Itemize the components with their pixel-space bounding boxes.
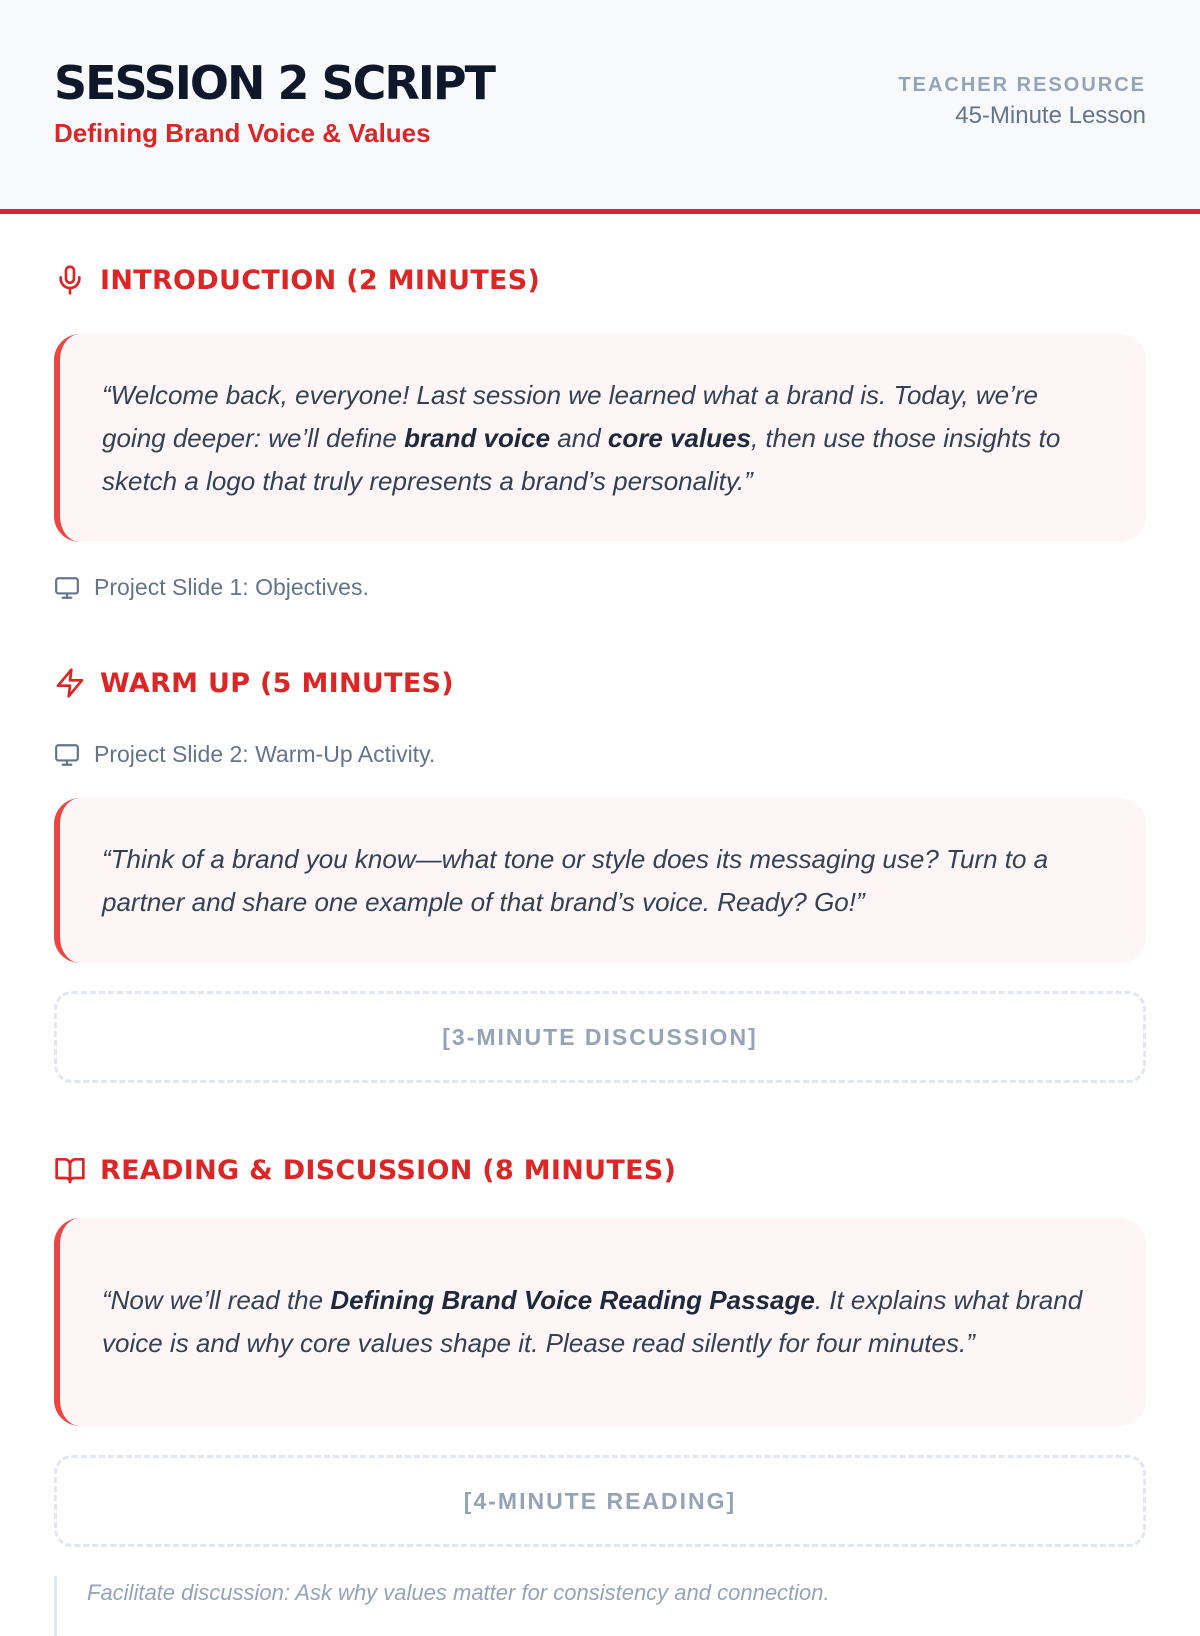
teacher-script-quote [54, 798, 1146, 963]
quote-text: “Now we’ll read the Defining Brand Voice Reading Passage. It explains what brand voice is and why core values shape it. Please read silently for four minutes.” [102, 1285, 1083, 1358]
section-heading-reading [54, 1153, 676, 1187]
slide-note-text: Project Slide 2: Warm-Up Activity. [94, 741, 436, 767]
quote-text: “Think of a brand you know—what tone or style does its messaging use? Turn to a partner and share one example of that brand’s voice. Ready? Go!” [102, 843, 1049, 917]
teacher-script-quote [54, 334, 1146, 542]
section-title: READING & DISCUSSION (8 MINUTES) [100, 1154, 677, 1186]
section-title: WARM UP (5 MINUTES) [100, 667, 454, 699]
page-header [0, 0, 1200, 214]
resource-label: TEACHER RESOURCE [898, 74, 1146, 96]
monitor-icon [54, 742, 80, 768]
lightning-icon [54, 667, 86, 699]
slide-note-text: Project Slide 1: Objectives. [94, 574, 369, 600]
facilitation-note: Facilitate discussion: Ask why values matter for consistency and connection. [54, 1576, 1146, 1636]
section-heading-introduction [54, 263, 540, 297]
microphone-icon [54, 264, 86, 296]
section-heading-warm-up [54, 666, 454, 700]
page-subtitle: Defining Brand Voice & Values [54, 118, 431, 148]
slide-note [54, 741, 435, 768]
timer-placeholder: [4-MINUTE READING] [54, 1455, 1146, 1547]
quote-text: “Welcome back, everyone! Last session we learned what a brand is. Today, we’re going deeper: we’ll define brand voice and core values, then use those insights to sketch a logo that truly represents a brand’s personality.” [102, 379, 1061, 496]
slide-note [54, 574, 369, 601]
lesson-duration: 45-Minute Lesson [955, 102, 1146, 129]
page-title: SESSION 2 SCRIPT [54, 56, 495, 110]
section-title: INTRODUCTION (2 MINUTES) [100, 264, 541, 296]
monitor-icon [54, 575, 80, 601]
open-book-icon [54, 1154, 86, 1186]
timer-placeholder: [3-MINUTE DISCUSSION] [54, 991, 1146, 1083]
teacher-script-quote [54, 1218, 1146, 1426]
